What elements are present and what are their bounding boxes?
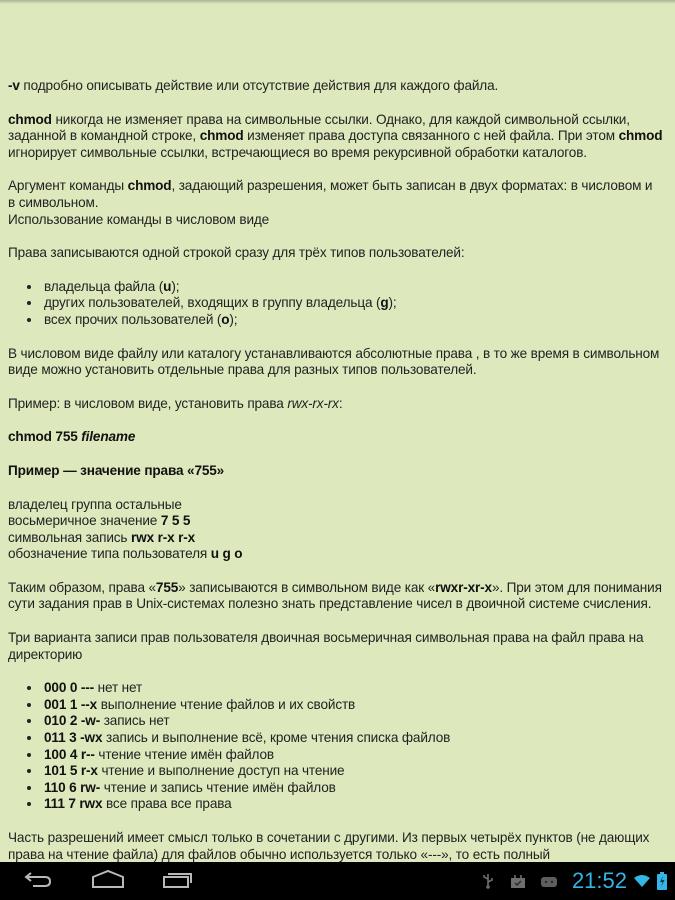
command-text: chmod 755 <box>8 429 82 445</box>
list-item <box>42 680 663 697</box>
table-row-value: u g o <box>210 546 243 562</box>
back-button[interactable] <box>10 862 66 900</box>
user-letter: u <box>163 278 172 294</box>
paragraph-text: Аргумент команды <box>8 178 128 194</box>
list-item <box>42 312 663 329</box>
permission-code: 000 0 --- <box>44 680 95 696</box>
paragraph-text: : <box>338 395 343 411</box>
table-row-value: 7 5 5 <box>160 513 191 529</box>
list-item <box>42 279 663 296</box>
list-item <box>42 730 663 747</box>
user-types-list <box>8 279 663 329</box>
code-example <box>8 429 663 446</box>
list-item <box>42 780 663 797</box>
command-name: chmod <box>8 111 52 127</box>
heading-text: Пример — значение права «755» <box>8 462 225 478</box>
recent-apps-icon <box>162 869 194 894</box>
status-clock: 21:52 <box>571 868 627 893</box>
permission-code: 100 4 r-- <box>44 746 95 762</box>
permission-table <box>8 497 663 563</box>
permission-description: запись нет <box>100 713 170 729</box>
list-item <box>42 747 663 764</box>
back-arrow-icon <box>23 869 53 894</box>
download-notification-icon <box>510 873 526 889</box>
paragraph-example-intro <box>8 396 663 413</box>
permissions-list <box>8 680 663 813</box>
section-subtitle: Использование команды в числовом виде <box>8 211 270 227</box>
permission-code: 001 1 --x <box>44 696 98 712</box>
top-edge-shadow <box>0 0 675 4</box>
permission-string: rwx-rx-rx <box>287 395 339 411</box>
paragraph-symlinks <box>8 112 663 162</box>
list-item-text: ); <box>388 295 397 311</box>
battery-charging-icon <box>657 872 667 890</box>
recent-apps-button[interactable] <box>150 862 206 900</box>
home-icon <box>91 869 125 894</box>
android-debug-icon <box>540 874 558 888</box>
home-button[interactable] <box>80 862 136 900</box>
list-item-text: других пользователей, входящих в группу владельца ( <box>44 295 381 311</box>
permission-description: чтение чтение имён файлов <box>94 746 274 762</box>
paragraph-text: никогда не изменяет права на символьные ссылки. Однако, для каждой символьной ссылки, заданной в командной строке, <box>8 111 630 144</box>
paragraph-verbose-option <box>8 78 663 95</box>
command-name: chmod <box>618 128 663 144</box>
paragraph-text: Пример: в числовом виде, установить права <box>8 395 288 411</box>
paragraph-argument-formats <box>8 178 663 228</box>
permission-description: выполнение чтение файлов и их свойств <box>97 696 356 712</box>
table-header-row: владелец группа остальные <box>8 496 182 512</box>
permission-code: 110 6 rw- <box>44 779 101 795</box>
octal-value: 755 <box>155 579 179 595</box>
wifi-icon <box>633 874 651 888</box>
paragraph-combinations: Часть разрешений имеет смысл только в сочетании с другими. Из первых четырёх пунктов (не дающих права на чтение файла) для файлов обычно используется только «---», то есть полный <box>8 830 650 862</box>
paragraph-three-variants: Три варианта записи прав пользователя двоичная восьмеричная символьная права на файл права на директорию <box>8 630 644 662</box>
example-heading <box>8 463 663 480</box>
list-item-text: всех прочих пользователей ( <box>44 311 222 327</box>
paragraph-absolute-rights: В числовом виде файлу или каталогу устанавливаются абсолютные права , в то же время в символьном виде можно установить отдельные права для разных типов пользователей. <box>8 345 660 378</box>
paragraph-text: Таким образом, права « <box>8 579 156 595</box>
table-row-value: rwx r-x r-x <box>131 529 196 545</box>
command-name: chmod <box>127 178 172 194</box>
list-item <box>42 763 663 780</box>
paragraph-text: ». При этом для понимания сути задания прав в Unix-системах полезно знать представление чисел в двоичной системе счисления. <box>8 579 662 612</box>
list-item-text: владельца файла ( <box>44 278 164 294</box>
user-letter: g <box>380 295 389 311</box>
command-name: chmod <box>199 128 244 144</box>
usb-icon <box>482 873 494 889</box>
paragraph-user-types-intro: Права записываются одной строкой сразу для трёх типов пользователей: <box>8 245 465 261</box>
permission-description: нет нет <box>94 680 143 696</box>
permission-description: чтение и запись чтение имён файлов <box>100 779 336 795</box>
command-argument: filename <box>81 429 136 445</box>
permission-description: запись и выполнение всё, кроме чтения списка файлов <box>102 730 451 746</box>
option-flag: -v <box>8 78 20 93</box>
table-row-label: символьная запись <box>8 529 131 545</box>
permission-description: все права все права <box>102 796 232 812</box>
table-row-label: восьмеричное значение <box>8 513 161 529</box>
system-navigation-bar <box>0 862 675 900</box>
user-letter: o <box>221 311 230 327</box>
list-item <box>42 796 663 813</box>
status-area[interactable] <box>482 862 675 900</box>
permission-description: чтение и выполнение доступ на чтение <box>97 763 345 779</box>
list-item-text: ); <box>171 278 180 294</box>
symbolic-value: rwxr-xr-x <box>435 579 492 595</box>
paragraph-text: игнорирует символьные ссылки, встречающиеся во время рекурсивной обработки каталогов. <box>8 144 587 160</box>
paragraph-text: подробно описывать действие или отсутствие действия для каждого файла. <box>19 78 499 93</box>
table-row-label: обозначение типа пользователя <box>8 546 211 562</box>
list-item <box>42 697 663 714</box>
paragraph-symbolic-form <box>8 580 663 613</box>
list-item <box>42 295 663 312</box>
paragraph-text: » записываются в символьном виде как « <box>178 579 436 595</box>
permission-code: 111 7 rwx <box>44 796 103 812</box>
list-item <box>42 713 663 730</box>
permission-code: 010 2 -w- <box>44 713 101 729</box>
permission-code: 101 5 r-x <box>44 763 98 779</box>
paragraph-text: , задающий разрешения, может быть записан в двух форматах: в числовом и в символьном. <box>8 178 653 210</box>
paragraph-text: изменяет права доступа связанного с ней файла. При этом <box>243 128 619 144</box>
permission-code: 011 3 -wx <box>44 730 103 746</box>
list-item-text: ); <box>229 311 238 327</box>
